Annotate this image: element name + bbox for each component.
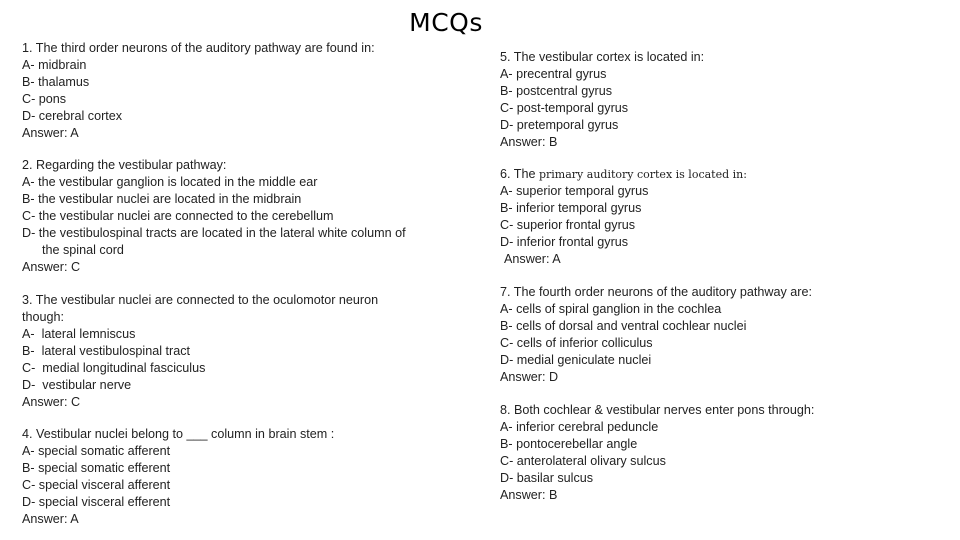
option-d: D- medial geniculate nuclei bbox=[500, 353, 652, 367]
option-d: D- special visceral efferent bbox=[22, 495, 171, 509]
option-d: D- basilar sulcus bbox=[500, 471, 594, 485]
option-b: B- thalamus bbox=[22, 75, 90, 89]
option-c: C- anterolateral olivary sulcus bbox=[500, 454, 666, 468]
option-c: C- pons bbox=[22, 92, 67, 106]
option-a: A- precentral gyrus bbox=[500, 67, 607, 81]
answer: Answer: B bbox=[500, 488, 558, 502]
option-d: D- cerebral cortex bbox=[22, 109, 123, 123]
option-d: D- inferior frontal gyrus bbox=[500, 235, 629, 249]
question-text: 7. The fourth order neurons of the auditory pathway are: bbox=[500, 285, 813, 299]
question-block-2 bbox=[22, 157, 406, 276]
question-text-continuation: though: bbox=[22, 310, 65, 324]
answer: Answer: A bbox=[22, 126, 79, 140]
option-a: A- cells of spiral ganglion in the cochlea bbox=[500, 302, 722, 316]
question-text-rest: primary auditory cortex is located in: bbox=[538, 168, 747, 181]
question-block-3 bbox=[22, 292, 378, 411]
option-b: B- lateral vestibulospinal tract bbox=[22, 344, 190, 358]
question-text-prefix: 6. The bbox=[500, 167, 539, 181]
option-a: A- superior temporal gyrus bbox=[500, 184, 649, 198]
question-block-8 bbox=[500, 402, 814, 504]
option-b: B- inferior temporal gyrus bbox=[500, 201, 642, 215]
question-block-1 bbox=[22, 40, 375, 142]
question-text: 4. Vestibular nuclei belong to ___ column in brain stem : bbox=[22, 427, 335, 441]
option-a: A- midbrain bbox=[22, 58, 87, 72]
option-d-continuation: the spinal cord bbox=[42, 243, 124, 257]
question-text bbox=[500, 166, 747, 183]
option-a: A- the vestibular ganglion is located in the middle ear bbox=[22, 175, 318, 189]
option-c: C- special visceral afferent bbox=[22, 478, 171, 492]
question-text: 5. The vestibular cortex is located in: bbox=[500, 50, 705, 64]
answer: Answer: A bbox=[504, 252, 561, 266]
option-a: A- inferior cerebral peduncle bbox=[500, 420, 659, 434]
page-title: MCQs bbox=[409, 8, 483, 37]
question-block-4 bbox=[22, 426, 334, 528]
answer: Answer: A bbox=[22, 512, 79, 526]
option-d: D- the vestibulospinal tracts are located in the lateral white column of bbox=[22, 226, 406, 240]
question-block-5 bbox=[500, 49, 704, 151]
option-c: C- medial longitudinal fasciculus bbox=[22, 361, 206, 375]
option-d: D- pretemporal gyrus bbox=[500, 118, 619, 132]
option-b: B- pontocerebellar angle bbox=[500, 437, 638, 451]
option-c: C- the vestibular nuclei are connected to the cerebellum bbox=[22, 209, 334, 223]
question-text: 1. The third order neurons of the auditory pathway are found in: bbox=[22, 41, 375, 55]
option-c: C- post-temporal gyrus bbox=[500, 101, 629, 115]
answer: Answer: C bbox=[22, 395, 81, 409]
option-b: B- postcentral gyrus bbox=[500, 84, 612, 98]
question-text: 8. Both cochlear & vestibular nerves enter pons through: bbox=[500, 403, 815, 417]
question-block-6 bbox=[500, 166, 747, 268]
option-a: A- lateral lemniscus bbox=[22, 327, 136, 341]
question-text: 2. Regarding the vestibular pathway: bbox=[22, 158, 227, 172]
answer: Answer: C bbox=[22, 260, 81, 274]
option-b: B- the vestibular nuclei are located in the midbrain bbox=[22, 192, 302, 206]
answer: Answer: D bbox=[500, 370, 559, 384]
answer: Answer: B bbox=[500, 135, 558, 149]
option-b: B- cells of dorsal and ventral cochlear nuclei bbox=[500, 319, 747, 333]
option-c: C- superior frontal gyrus bbox=[500, 218, 636, 232]
option-c: C- cells of inferior colliculus bbox=[500, 336, 653, 350]
question-block-7 bbox=[500, 284, 812, 386]
option-a: A- special somatic afferent bbox=[22, 444, 171, 458]
option-d: D- vestibular nerve bbox=[22, 378, 132, 392]
question-text: 3. The vestibular nuclei are connected to the oculomotor neuron bbox=[22, 293, 379, 307]
option-b: B- special somatic efferent bbox=[22, 461, 171, 475]
